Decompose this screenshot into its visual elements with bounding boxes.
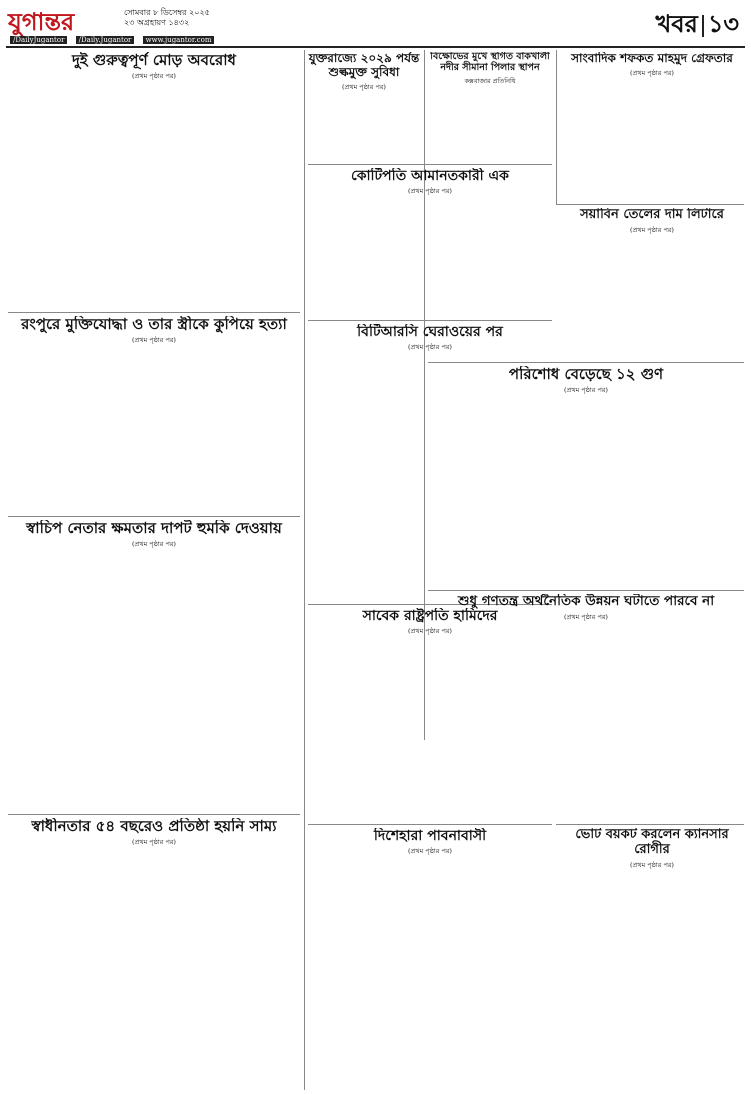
continuation-note: (প্রথম পৃষ্ঠার পর) [132, 72, 176, 81]
twitter-link[interactable]: /Daily.Jugantor [76, 36, 135, 44]
article-headline: স্বাধীনতার ৫৪ বছরেও প্রতিষ্ঠা হয়নি সাম্য [31, 818, 277, 835]
article-5 [308, 52, 420, 162]
continuation-note: কক্সবাজার প্রতিনিধি [464, 76, 516, 85]
article-headline: বিটিআরসি ঘেরাওয়ের পর [357, 324, 503, 340]
continuation-note: (প্রথম পৃষ্ঠার পর) [408, 847, 452, 856]
divider [702, 15, 704, 37]
article-headline: যুক্তরাজ্যে ২০২৯ পর্যন্ত শুল্কমুক্ত সুবিধা [308, 52, 420, 79]
article-14 [428, 594, 744, 816]
page-header [6, 4, 745, 48]
article-divider [8, 312, 300, 313]
dateline [124, 8, 210, 28]
column-divider [304, 50, 305, 1090]
article-divider [308, 164, 552, 165]
social-links [10, 36, 220, 44]
column-divider [556, 50, 557, 205]
article-6 [308, 168, 552, 318]
article-3 [8, 520, 300, 812]
continuation-note: (প্রথম পৃষ্ঠার পর) [630, 68, 674, 77]
section-label [655, 6, 739, 46]
article-2 [8, 316, 300, 514]
continuation-note: (প্রথম পৃষ্ঠার পর) [132, 838, 176, 847]
article-headline: পরিশোধ বেড়েছে ১২ গুণ [508, 366, 664, 383]
continuation-note: (প্রথম পৃষ্ঠার পর) [630, 225, 674, 234]
article-10 [428, 52, 552, 162]
article-headline: সয়াবিন তেলের দাম লিটারে [580, 208, 724, 222]
article-headline: স্বাচিপ নেতার ক্ষমতার দাপট হুমকি দেওয়ায় [26, 520, 282, 537]
page-number: ১৩ [707, 9, 739, 38]
continuation-note: (প্রথম পৃষ্ঠার পর) [564, 612, 608, 621]
article-headline: রংপুরে মুক্তিযোদ্ধা ও তার স্ত্রীকে কুপিয়ে হত্যা [21, 316, 287, 333]
article-12 [560, 208, 744, 360]
continuation-note: (প্রথম পৃষ্ঠার পর) [564, 386, 608, 395]
article-divider [428, 362, 744, 363]
article-headline: কোটিপতি আমানতকারী এক [351, 168, 509, 184]
article-headline: সাবেক রাষ্ট্রপতি হামিদের [362, 608, 498, 624]
website-link[interactable]: www.jugantor.com [143, 36, 215, 44]
article-13 [428, 366, 744, 588]
continuation-note: (প্রথম পৃষ্ঠার পর) [408, 627, 452, 636]
article-divider [556, 204, 744, 205]
facebook-link[interactable]: /DailyJugantor [10, 36, 67, 44]
date-gregorian: সোমবার ৮ ডিসেম্বর ২০২৫ [124, 8, 210, 17]
continuation-note: (প্রথম পৃষ্ঠার পর) [408, 187, 452, 196]
masthead-logo: যুগান্তর [8, 7, 75, 36]
section-name: খবর [655, 9, 698, 38]
article-9 [308, 828, 552, 1090]
article-divider [428, 590, 744, 591]
article-divider [308, 824, 552, 825]
article-1 [8, 52, 300, 310]
article-headline: দিশেহারা পাবনাবাসী [373, 828, 487, 844]
article-headline: ভোট বয়কট করলেন ক্যানসার রোগীর [575, 828, 729, 857]
article-4 [8, 818, 300, 1090]
continuation-note: (প্রথম পৃষ্ঠার পর) [408, 343, 452, 352]
continuation-note: (প্রথম পৃষ্ঠার পর) [630, 860, 674, 869]
continuation-note: (প্রথম পৃষ্ঠার পর) [132, 336, 176, 345]
article-divider [8, 516, 300, 517]
article-15 [560, 828, 744, 1090]
article-divider [8, 814, 300, 815]
article-divider [308, 320, 552, 321]
article-headline: শুধু গণতন্ত্র অর্থনৈতিক উন্নয়ন ঘটাতে পারবে না [457, 594, 715, 609]
article-headline: সাংবাদিক শফকত মাহমুদ গ্রেফতার [571, 52, 733, 65]
article-headline: দুই গুরুত্বপূর্ণ মোড় অবরোধ [72, 52, 236, 69]
article-11 [560, 52, 744, 202]
date-bangla: ২৩ অগ্রহায়ণ ১৪৩২ [124, 18, 190, 27]
article-headline: বিক্ষোভের মুখে স্থগিত বাঁকখালী নদীর সীমানা পিলার স্থাপন [430, 52, 550, 73]
article-divider [556, 824, 744, 825]
continuation-note: (প্রথম পৃষ্ঠার পর) [342, 82, 386, 91]
continuation-note: (প্রথম পৃষ্ঠার পর) [132, 540, 176, 549]
